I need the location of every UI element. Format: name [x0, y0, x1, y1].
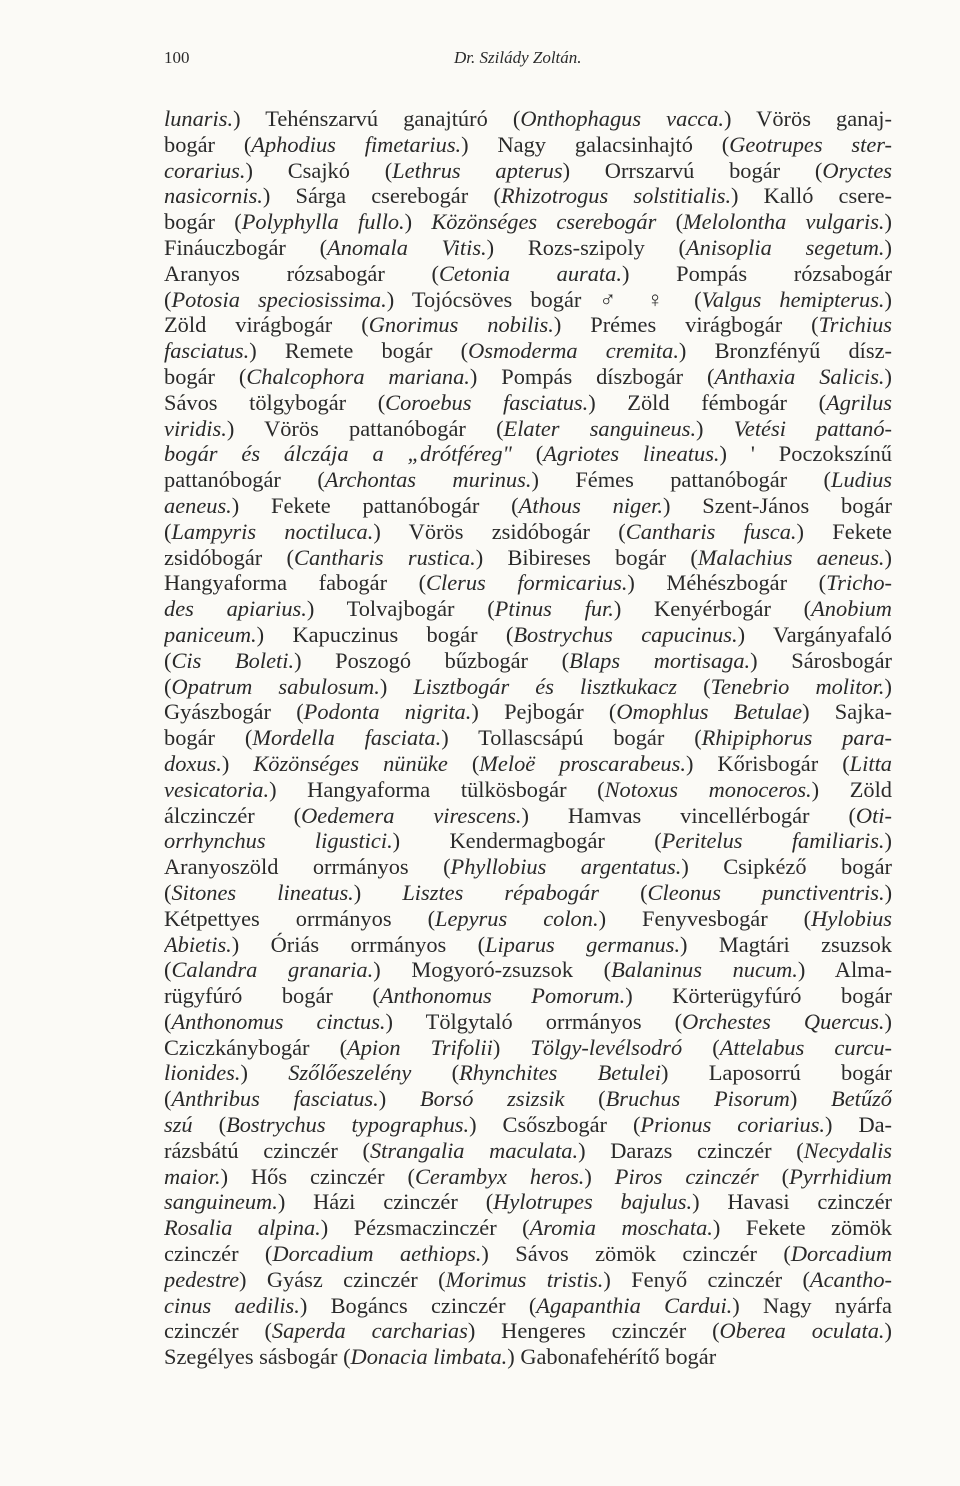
text-line: paniceum.) Kapuczinus bogár (Bostrychus capucinus.) Vargányafaló [164, 621, 892, 647]
text-line: Kétpettyes orrmányos (Lepyrus colon.) Fenyvesbogár (Hylobius [164, 905, 892, 931]
text-line: vesicatoria.) Hangyaforma tülkösbogár (Notoxus monoceros.) Zöld [164, 776, 892, 802]
text-line: Sávos tölgybogár (Coroebus fasciatus.) Zöld fémbogár (Agrilus [164, 389, 892, 415]
text-line: doxus.) Közönséges nünüke (Meloë proscarabeus.) Kőrisbogár (Litta [164, 750, 892, 776]
text-line: corarius.) Csajkó (Lethrus apterus) Orrszarvú bogár (Oryctes [164, 157, 892, 183]
text-line: cinus aedilis.) Bogáncs czinczér (Agapanthia Cardui.) Nagy nyárfa [164, 1292, 892, 1318]
text-line: Abietis.) Óriás orrmányos (Liparus germanus.) Magtári zsuzsok [164, 931, 892, 957]
text-line: rázsbátú czinczér (Strangalia maculata.) Darazs czinczér (Necydalis [164, 1137, 892, 1163]
text-line: Hangyaforma fabogár (Clerus formicarius.) Méhészbogár (Tricho- [164, 570, 892, 596]
page-number: 100 [164, 48, 190, 67]
running-head: Dr. Szilády Zoltán. [454, 48, 582, 67]
text-line: bogár (Chalcophora mariana.) Pompás díszbogár (Anthaxia Salicis.) [164, 363, 892, 389]
text-line: (Sitones lineatus.) Lisztes répabogár (Cleonus punctiventris.) [164, 879, 892, 905]
text-line: fasciatus.) Remete bogár (Osmoderma cremita.) Bronzfényű dísz- [164, 338, 892, 364]
text-line: álczinczér (Oedemera virescens.) Hamvas vincellérbogár (Oti- [164, 802, 892, 828]
text-line: Fináuczbogár (Anomala Vitis.) Rozs-szipoly (Anisoplia segetum.) [164, 234, 892, 260]
text-line: maior.) Hős czinczér (Cerambyx heros.) Piros czinczér (Pyrrhidium [164, 1163, 892, 1189]
text-line: szú (Bostrychus typographus.) Csőszbogár (Prionus coriarius.) Da- [164, 1112, 892, 1138]
text-line: (Lampyris noctiluca.) Vörös zsidóbogár (Cantharis fusca.) Fekete [164, 518, 892, 544]
text-line: pedestre) Gyász czinczér (Morimus tristis.) Fenyő czinczér (Acantho- [164, 1266, 892, 1292]
text-line: viridis.) Vörös pattanóbogár (Elater sanguineus.) Vetési pattanó- [164, 415, 892, 441]
text-line: pattanóbogár (Archontas murinus.) Fémes pattanóbogár (Ludius [164, 467, 892, 493]
text-line: sanguineum.) Házi czinczér (Hylotrupes bajulus.) Havasi czinczér [164, 1189, 892, 1215]
text-line: Aranyos rózsabogár (Cetonia aurata.) Pompás rózsabogár [164, 260, 892, 286]
text-line: (Cis Boleti.) Poszogó bűzbogár (Blaps mortisaga.) Sárosbogár [164, 647, 892, 673]
text-line: Aranyoszöld orrmányos (Phyllobius argentatus.) Csipkéző bogár [164, 854, 892, 880]
text-line: Gyászbogár (Podonta nigrita.) Pejbogár (Omophlus Betulae) Sajka- [164, 699, 892, 725]
text-line: bogár és álczája a „drótféreg" (Agriotes lineatus.) ' Poczokszínű [164, 441, 892, 467]
text-line: (Opatrum sabulosum.) Lisztbogár és lisztkukacz (Tenebrio molitor.) [164, 673, 892, 699]
text-line: (Potosia speciosissima.) Tojócsöves bogár ♂ ♀ (Valgus hemipterus.) [164, 286, 892, 312]
text-line: Cziczkánybogár (Apion Trifolii) Tölgy-levélsodró (Attelabus curcu- [164, 1034, 892, 1060]
body-text [164, 106, 892, 1370]
text-line: bogár (Aphodius fimetarius.) Nagy galacsinhajtó (Geotrupes ster- [164, 131, 892, 157]
text-line: Zöld virágbogár (Gnorimus nobilis.) Prémes virágbogár (Trichius [164, 312, 892, 338]
text-line: aeneus.) Fekete pattanóbogár (Athous niger.) Szent-János bogár [164, 492, 892, 518]
text-line: czinczér (Saperda carcharias) Hengeres czinczér (Oberea oculata.) [164, 1318, 892, 1344]
text-line: rügyfúró bogár (Anthonomus Pomorum.) Körterügyfúró bogár [164, 983, 892, 1009]
text-line: zsidóbogár (Cantharis rustica.) Bibireses bogár (Malachius aeneus.) [164, 544, 892, 570]
text-line: nasicornis.) Sárga cserebogár (Rhizotrogus solstitialis.) Kalló csere- [164, 183, 892, 209]
text-line: lionides.) Szőlőeszelény (Rhynchites Betulei) Laposorrú bogár [164, 1060, 892, 1086]
text-line: (Anthonomus cinctus.) Tölgytaló orrmányos (Orchestes Quercus.) [164, 1008, 892, 1034]
text-line: (Calandra granaria.) Mogyoró-zsuzsok (Balaninus nucum.) Alma- [164, 957, 892, 983]
text-line: (Anthribus fasciatus.) Borsó zsizsik (Bruchus Pisorum) Betűző [164, 1086, 892, 1112]
text-line: bogár (Mordella fasciata.) Tollascsápú bogár (Rhipiphorus para- [164, 725, 892, 751]
text-line: orrhynchus ligustici.) Kendermagbogár (Peritelus familiaris.) [164, 828, 892, 854]
text-line: bogár (Polyphylla fullo.) Közönséges cserebogár (Melolontha vulgaris.) [164, 209, 892, 235]
page-header [164, 44, 892, 74]
text-line: lunaris.) Tehénszarvú ganajtúró (Onthophagus vacca.) Vörös ganaj- [164, 106, 892, 131]
text-line: des apiarius.) Tolvajbogár (Ptinus fur.) Kenyérbogár (Anobium [164, 596, 892, 622]
text-line: Rosalia alpina.) Pézsmaczinczér (Aromia moschata.) Fekete zömök [164, 1215, 892, 1241]
text-line: czinczér (Dorcadium aethiops.) Sávos zömök czinczér (Dorcadium [164, 1241, 892, 1267]
text-line: Szegélyes sásbogár (Donacia limbata.) Gabonafehérítő bogár [164, 1344, 717, 1370]
